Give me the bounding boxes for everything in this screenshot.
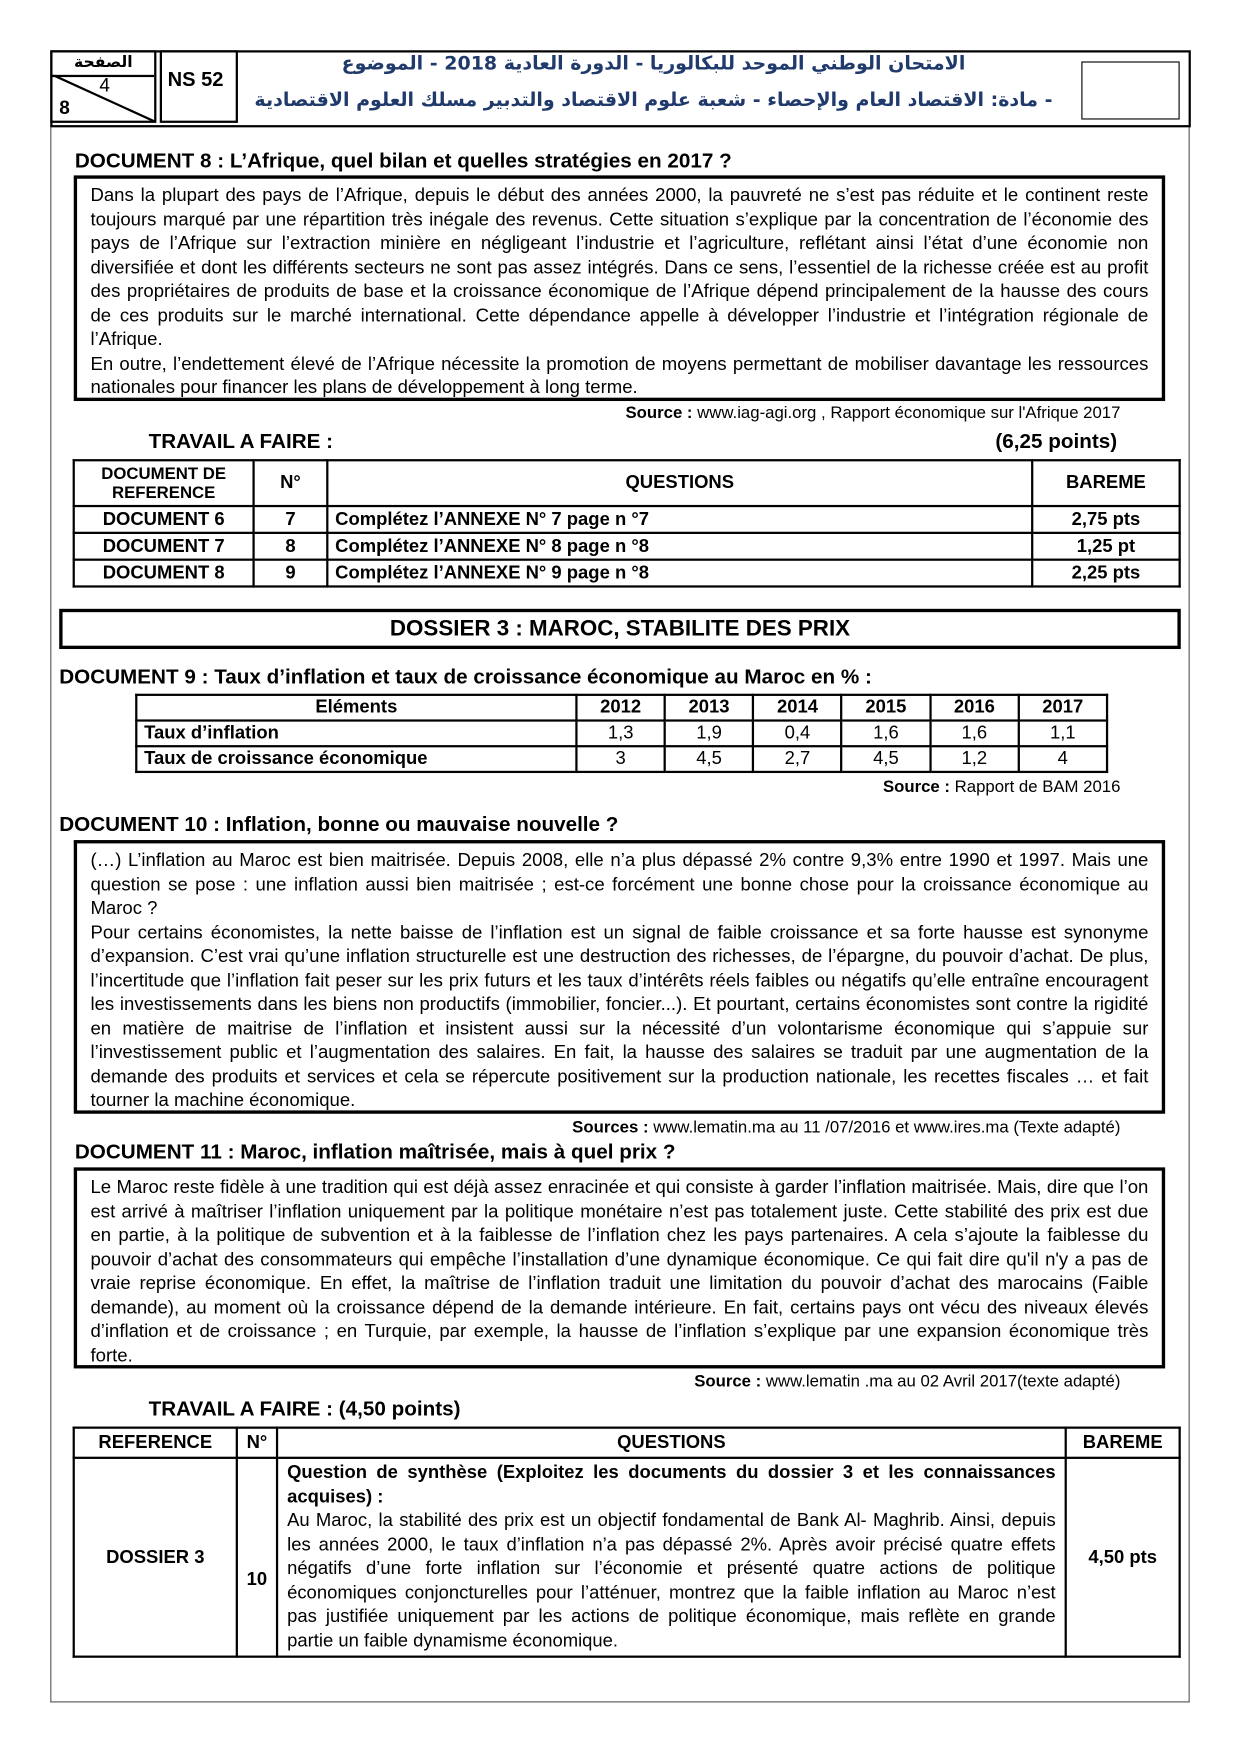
exam-code: NS 52 xyxy=(160,50,238,123)
question-title: Question de synthèse (Exploitez les documents du dossier 3 et les connaissances acquises) : xyxy=(287,1462,1056,1507)
cell: 2,25 pts xyxy=(1032,560,1179,587)
reference-cell: DOSSIER 3 xyxy=(74,1458,237,1657)
cell: 9 xyxy=(254,560,328,587)
cell: 2,75 pts xyxy=(1032,506,1179,533)
col-header: 2014 xyxy=(753,695,841,721)
cell: 4,5 xyxy=(665,746,753,772)
doc10-paragraph: Pour certains économistes, la nette baisse de l’inflation est un signal de faible croissance et sa forte hausse est synonyme d’expansion. C’est vrai qu’une inflation structurelle est une destruction des richesses, de l’épargne, du pouvoir d’achat. De plus, l’incertitude que l’inflation fait peser sur les prix futurs et les taux d’intérêts réels faibles ou négatifs qu’elle entraîne encouragent les investissements dans les biens non productifs (immobilier, foncier...). Et pourtant, certains économistes sont contre la rigidité en matière de maitrise de l’inflation et insistent aussi sur la nécessité d’un volontarisme économique qui s’appuie sur l’investissement public et l’augmentation des salaires. En fait, la hausse des salaires se traduit par une augmentation de la demande des produits et services et cela se répercute positivement sur la production nationale, les recettes fiscales … et fait tourner la machine économique. xyxy=(90,921,1149,1111)
doc8-box xyxy=(74,175,1165,401)
col-header: 2015 xyxy=(842,695,930,721)
doc10-paragraph: (…) L’inflation au Maroc est bien maitrisée. Depuis 2008, elle n’a plus dépassé 2% contre 9,3% entre 1990 et 1997. Mais une question se pose : une inflation aussi bien maitrisée ; est-ce forcément une bonne chose pour la croissance économique au Maroc ? xyxy=(90,848,1149,919)
col-header: 2016 xyxy=(930,695,1018,721)
cell: 0,4 xyxy=(753,721,841,747)
doc8-title: DOCUMENT 8 : L’Afrique, quel bilan et quelles stratégies en 2017 ? xyxy=(74,148,732,173)
page-number-box xyxy=(50,50,156,123)
question-text: Au Maroc, la stabilité des prix est un objectif fondamental de Bank Al- Maghrib. Ainsi, depuis les années 2000, le taux d’inflation n’a pas dépassé 2%. Après avoir précisé quatre effets négatifs d’une forte inflation sur l’économie et présenté quatre actions de politique économiques conjoncturelles pour l’atténuer, montrez que la faible inflation au Maroc n’est pas justifiée uniquement par les actions de politique économique, mais reflète en grande partie un faible dynamisme économique. xyxy=(287,1510,1056,1651)
cell: DOCUMENT 7 xyxy=(74,533,254,560)
doc11-source xyxy=(694,1372,1120,1391)
dossier-title: DOSSIER 3 : MAROC, STABILITE DES PRIX xyxy=(59,609,1181,649)
travail1-table xyxy=(73,459,1181,587)
col-header: REFERENCE xyxy=(74,1428,237,1458)
col-header: BAREME xyxy=(1032,460,1179,506)
page-current: 4 xyxy=(99,74,110,97)
col-header: 2012 xyxy=(576,695,664,721)
col-header: N° xyxy=(237,1428,277,1458)
header-line-2: - مادة: الاقتصاد العام والإحصاء - شعبة علوم الاقتصاد والتدبير مسلك العلوم الاقتصادية xyxy=(254,89,1053,112)
cell: 1,3 xyxy=(576,721,664,747)
col-header: QUESTIONS xyxy=(327,460,1032,506)
doc11-box xyxy=(74,1167,1165,1368)
cell: Taux de croissance économique xyxy=(136,746,576,772)
cell: Taux d’inflation xyxy=(136,721,576,747)
doc11-paragraph: Le Maroc reste fidèle à une tradition qui est déjà assez enracinée et qui consiste à garder l’inflation maitrisée. Mais, dire que l’on est arrivé à maîtriser l’inflation uniquement par la politique monétaire n’est pas totalement juste. Cette stabilité des prix est due en partie, à la politique de subvention et à la faiblesse de l’inflation chez les pays partenaires. A cela s’ajoute la faiblesse du pouvoir d’achat des consommateurs qui empêche l’installation d’une dynamique économique. Ce qui fait dire qu'il n'y a pas de vraie reprise économique. En effet, la maîtrise de l’inflation traduit une limitation du pouvoir d’achat des marocains (Faible demande), au moment où la croissance dépend de la demande intérieure. En fait, certains pays ont vécu des niveaux élevés d’inflation et de croissance ; en Turquie, par exemple, la hausse de l’inflation s’explique par une expansion économique très forte. xyxy=(90,1176,1149,1366)
cell: Complétez l’ANNEXE N° 7 page n °7 xyxy=(327,506,1032,533)
cell: DOCUMENT 6 xyxy=(74,506,254,533)
source-text: www.lematin.ma au 11 /07/2016 et www.ires.ma (Texte adapté) xyxy=(648,1118,1121,1138)
page-label: الصفحة xyxy=(53,53,155,78)
table-row xyxy=(136,746,1107,772)
doc10-title: DOCUMENT 10 : Inflation, bonne ou mauvaise nouvelle ? xyxy=(59,812,619,836)
question-cell xyxy=(277,1458,1066,1657)
col-header: 2017 xyxy=(1019,695,1107,721)
doc11-title: DOCUMENT 11 : Maroc, inflation maîtrisée, mais à quel prix ? xyxy=(74,1139,676,1163)
col-header: 2013 xyxy=(665,695,753,721)
doc10-box xyxy=(74,840,1165,1114)
table-row xyxy=(136,721,1107,747)
cell: 1,1 xyxy=(1019,721,1107,747)
table-row xyxy=(74,506,1180,533)
cell: 4 xyxy=(1019,746,1107,772)
cell: 4,5 xyxy=(842,746,930,772)
doc8-paragraph: Dans la plupart des pays de l’Afrique, depuis le début des années 2000, la pauvreté ne s’est pas réduite et le continent reste toujours marqué par une répartition très inégale des revenus. Cette situation s’explique par la concentration de l’économie des pays de l’Afrique sur l’extraction minière en négligeant l’industrie et l’agriculture, reflétant ainsi l’état d’une économie non diversifiée et dont les différents secteurs ne sont pas assez intégrés. Dans ce sens, l’essentiel de la richesse créée est au profit des propriétaires de produits de base et la croissance économique de l’Afrique dépend principalement de la hausse des cours de ces produits sur le marché international. Cette dépendance appelle à développer l’industrie et l’intégration régionale de l’Afrique. xyxy=(90,184,1149,350)
cell: 1,6 xyxy=(842,721,930,747)
source-label: Source : xyxy=(882,777,950,797)
source-label: Sources : xyxy=(572,1118,649,1138)
doc10-source xyxy=(572,1118,1120,1137)
cell: DOCUMENT 8 xyxy=(74,560,254,587)
col-header: DOCUMENT DE REFERENCE xyxy=(74,460,254,506)
table-row xyxy=(74,1458,1180,1657)
cell: 1,9 xyxy=(665,721,753,747)
doc9-title: DOCUMENT 9 : Taux d’inflation et taux de croissance économique au Maroc en % : xyxy=(59,664,872,689)
table-row xyxy=(74,560,1180,587)
doc8-source xyxy=(625,403,1120,422)
cell: Complétez l’ANNEXE N° 9 page n °8 xyxy=(327,560,1032,587)
blank-box xyxy=(1081,61,1179,119)
travail2-table xyxy=(73,1427,1181,1658)
source-label: Source : xyxy=(694,1371,762,1391)
col-header: BAREME xyxy=(1066,1428,1180,1458)
col-header: Eléments xyxy=(136,695,576,721)
table-row xyxy=(74,533,1180,560)
cell: 8 xyxy=(254,533,328,560)
doc9-source xyxy=(883,778,1121,797)
col-header: QUESTIONS xyxy=(277,1428,1066,1458)
bareme-cell: 4,50 pts xyxy=(1066,1458,1180,1657)
source-label: Source : xyxy=(625,403,693,423)
header-line-1: الامتحان الوطني الموحد للبكالوريا - الدورة العادية 2018 - الموضوع xyxy=(341,52,966,75)
cell: 1,6 xyxy=(930,721,1018,747)
travail1-points: (6,25 points) xyxy=(995,428,1118,453)
doc9-table xyxy=(135,694,1108,773)
source-text: Rapport de BAM 2016 xyxy=(949,777,1121,797)
cell: 3 xyxy=(576,746,664,772)
cell: 7 xyxy=(254,506,328,533)
cell: Complétez l’ANNEXE N° 8 page n °8 xyxy=(327,533,1032,560)
number-cell: 10 xyxy=(237,1458,277,1657)
source-text: www.lematin .ma au 02 Avril 2017(texte adapté) xyxy=(761,1371,1121,1391)
cell: 1,2 xyxy=(930,746,1018,772)
travail1-title: TRAVAIL A FAIRE : xyxy=(148,428,334,453)
cell: 2,7 xyxy=(753,746,841,772)
doc8-paragraph: En outre, l’endettement élevé de l’Afrique nécessite la promotion de moyens permettant de mobiliser davantage les ressources nationales pour financer les plans de développement à long terme. xyxy=(90,352,1149,398)
travail2-title: TRAVAIL A FAIRE : (4,50 points) xyxy=(148,1396,461,1420)
page-total: 8 xyxy=(59,97,70,119)
source-text: www.iag-agi.org , Rapport économique sur l'Afrique 2017 xyxy=(692,403,1121,423)
cell: 1,25 pt xyxy=(1032,533,1179,560)
col-header: N° xyxy=(254,460,328,506)
